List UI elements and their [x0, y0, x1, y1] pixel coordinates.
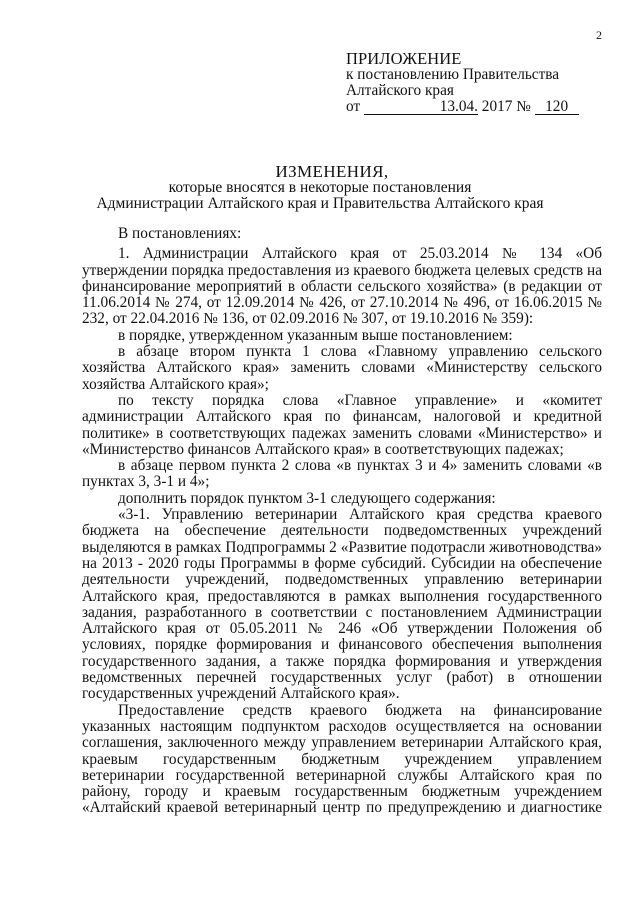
title-line-1: которые вносятся в некоторые постановления [168, 179, 472, 196]
appendix-line-region: Алтайского края [346, 82, 454, 99]
year-label: 2017 № [481, 98, 531, 115]
appendix-block [346, 51, 606, 115]
paragraph-replace-text: по тексту порядка слова «Главное управление» и «комитет администрации Алтайского края по финансам, налоговой и кредитной политике» в соответствующих падежах заменить словами «Министерство» и «Министерство финансов Алтайского края» в соответствующих падежах; [82, 391, 602, 458]
appendix-line-decree: к постановлению Правительства [346, 66, 560, 83]
appendix-heading: ПРИЛОЖЕНИЕ [346, 49, 462, 68]
document-title [0, 164, 640, 212]
paragraph-clause-1: в абзаце втором пункта 1 слова «Главному управлению сельского хозяйства Алтайского края» заменить словами «Министерству сельского хозяйства Алтайского края»; [82, 343, 602, 393]
title-line-2: Администрации Алтайского края и Правительства Алтайского края [96, 195, 544, 212]
from-label: от [346, 98, 361, 115]
decree-number: 120 [535, 100, 579, 115]
paragraph-intro: В постановлениях: [118, 225, 242, 242]
paragraph-order: в порядке, утвержденном указанным выше постановлением: [118, 326, 513, 344]
appendix-date-line [346, 99, 606, 115]
paragraph-item-1: 1. Администрации Алтайского края от 25.03.2014 № 134 «Об утверждении порядка предоставления из краевого бюджета целевых средств на финансирование мероприятий в области сельского хозяйства» (в редакции от 11.06.2014 № 274, от 12.09.2014 № 426, от 27.10.2014 № 496, от 16.06.2015 № 232, от 22.04.2016 № 136, от 02.09.2016 № 307, от 19.10.2016 № 359): [82, 245, 602, 328]
decree-date: 13.04. [364, 100, 478, 115]
page-number: 2 [596, 28, 602, 42]
document-body [82, 226, 602, 817]
paragraph-clause-2: в абзаце первом пункта 2 слова «в пунктах 3 и 4» заменить словами «в пунктах 3, 3-1 и 4»; [82, 457, 602, 491]
paragraph-add-3-1: дополнить порядок пунктом 3-1 следующего содержания: [118, 489, 496, 507]
title-heading: ИЗМЕНЕНИЯ, [275, 162, 389, 181]
paragraph-3-1-text: «3-1. Управлению ветеринарии Алтайского края средства краевого бюджета на обеспечение деятельности подведомственных учреждений выделяются в рамках Подпрограммы 2 «Развитие подотрасли животноводства» на 2013 - 2020 годы Программы в форме субсидий. Субсидии на обеспечение деятельности учреждений, подведомственных управлению ветеринарии Алтайского края, предоставляются в рамках выполнения государственного задания, разработанного в соответствии с постановлением Администрации Алтайского края от 05.05.2011 № 246 «Об утверждении Положения об условиях, порядке формирования и финансового обеспечения выполнения государственного задания, а также порядка формирования и утверждения ведомственных перечней государственных услуг (работ) в отношении государственных учреждений Алтайского края». [82, 506, 602, 703]
paragraph-funding: Предоставление средств краевого бюджета на финансирование указанных настоящим подпунктом расходов осуществляется на основании соглашения, заключенного между управлением ветеринарии Алтайского края, краевым государственным бюджетным учреждением управлением ветеринарии государственной ветеринарной службы Алтайского края по району, городу и краевым государственным бюджетным учреждением «Алтайский краевой ветеринарный центр по предупреждению и диагностике [82, 701, 602, 817]
